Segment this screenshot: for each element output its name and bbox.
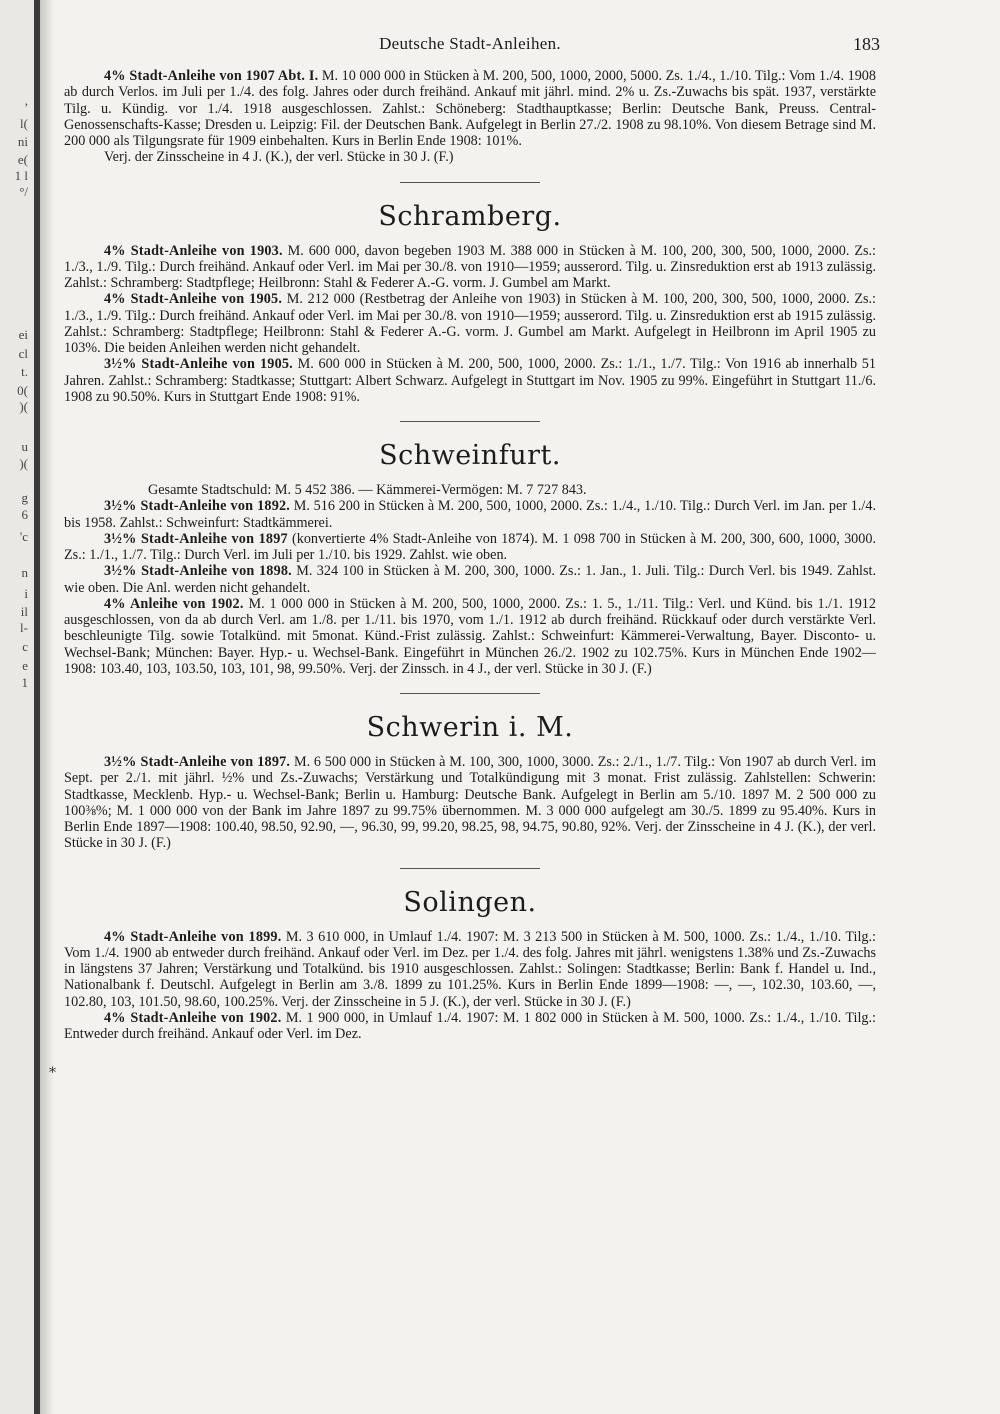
loan-entry [64,929,876,1010]
loan-title: 3½% Stadt-Anleihe von 1905. [104,356,293,373]
loan-details: M. 3 610 000, in Umlauf 1./4. 1907: M. 3 213 500 in Stücken à M. 500, 1000. Zs.: 1./4., 1./10. Tilg.: Vom 1./4. 1900 ab entweder durch freihänd. Ankauf oder Verl. im Dez. per 1./4. des folg. Jahres mit jährl. wenigstens 1.38% und Zs.-Zuwachs in längstens 37 Jahren; Verstärkung und Totalkünd. bis 1910 ausgeschlossen. Zahlst.: Solingen: Stadtkasse; Berlin: Bank f. Handel u. Ind., Nationalbank f. Deutschl. Aufgelegt in Berlin am 3./8. 1899 zu 101.25%. Kurs in Berlin Ende 1899—1908: —, —, 102.30, 103.60, —, 102.80, 103, 101.50, 98.60, 100.25%. Verj. der Zinsscheine in 5 J. (K.), der verl. Stücke in 30 J. (F.) [64,928,876,1010]
gutter-fragment: t. [21,364,28,379]
gutter-fragment: 1 l [14,168,28,183]
loan-entry [64,243,876,292]
gutter-fragment: ni [17,134,28,149]
loan-details: M. 516 200 in Stücken à M. 200, 500, 1000, 2000. Zs.: 1./4., 1./10. Tilg.: Durch Verl. im Jan. per 1./4. bis 1958. Zahlst.: Schweinfurt: Stadtkämmerei. [64,498,876,531]
gutter-fragment: cl [18,346,28,361]
loan-title: 3½% Stadt-Anleihe von 1892. [104,498,291,515]
loan-details: (konvertierte 4% Stadt-Anleihe von 1874). M. 1 098 700 in Stücken à M. 200, 300, 600, 1000, 3000. Zs.: 1./1., 1./7. Tilg.: Durch Verl. im Juli per 1./10. bis 1929. Zahlst. wie oben. [64,530,876,563]
gutter-fragment: e [22,658,28,673]
loan-title: 4% Stadt-Anleihe von 1903. [104,242,283,259]
loan-details: M. 1 900 000, in Umlauf 1./4. 1907: M. 1 802 000 in Stücken à M. 500, 1000. Zs.: 1./4., 1./10. Tilg.: Entweder durch freihänd. Ankauf oder Verl. im Dez. [64,1009,876,1042]
section-divider [400,693,540,694]
gutter-fragment: c [22,639,28,654]
loan-details: M. 600 000, davon begeben 1903 M. 388 000 in Stücken à M. 100, 200, 300, 500, 1000, 2000. Zs.: 1./3., 1./9. Tilg.: Durch freihänd. Ankauf oder Verl. im Mai per 30./8. von 1910—1959; ausserord. Tilg. u. Zinsreduktion erst ab 1913 zulässig. Zahlst.: Schramberg: Stadtpflege; Heilbronn: Stahl & Federer A.-G. vorm. J. Gumbel am Markt. [64,242,876,291]
section-divider [400,868,540,869]
page-number: 183 [853,34,880,54]
loan-title: 4% Stadt-Anleihe von 1902. [104,1009,282,1026]
gutter-fragment: , [24,93,28,108]
gutter-fragment: 'c [19,529,28,544]
loan-title: 4% Stadt-Anleihe von 1899. [104,928,282,945]
gutter-fragment: u [21,439,28,454]
loan-details: M. 1 000 000 in Stücken à M. 200, 500, 1000, 2000. Zs.: 1. 5., 1./11. Tilg.: Verl. und Künd. bis 1./1. 1912 ausgeschlossen, von da ab durch Verl. am 1./8. per 1./11. bis 1970, vom 1./1. 1912 ab durch freihänd. Rückkauf oder durch verstärkte Verl. beschleunigte Tilg. sowie Totalkünd. mit 5monat. Künd.-Frist zulässig. Zahlst.: Schweinfurt: Kämmerei-Verwaltung, Bayer. Disconto- u. Wechsel-Bank; München: Bayer. Hyp.- u. Wechsel-Bank. Eingeführt in München 26./2. 1902 zu 102.75%. Kurs in München Ende 1902—1908: 103.40, 103, 103.50, 103, 101, 98, 99.50%. Verj. der Zinssch. in 4 J., der verl. Stücke in 30 J. (F.) [64,595,876,677]
binding-shadow [40,0,54,1414]
gutter-fragment: 1 [21,675,28,690]
gutter-fragment: g [21,490,28,505]
loan-details: M. 324 100 in Stücken à M. 200, 300, 1000. Zs.: 1. Jan., 1. Juli. Tilg.: Durch Verl. bis 1949. Zahlst. wie oben. Die Anl. werden nicht gehandelt. [64,563,876,596]
loan-title: 4% Stadt-Anleihe von 1907 Abt. I. [104,68,319,84]
running-header [60,34,880,54]
debt-summary-line: Gesamte Stadtschuld: M. 5 452 386. — Kämmerei-Vermögen: M. 7 727 843. [148,482,587,498]
section-divider [400,182,540,183]
loan-entry [64,356,876,405]
loan-entry [64,596,876,677]
loan-entry [64,291,876,356]
gutter-fragment: )( [19,456,28,471]
gutter-fragment: 6 [21,507,28,522]
loan-entry [64,498,876,531]
loan-title: 3½% Stadt-Anleihe von 1897 [104,530,288,547]
page-body [64,68,876,1042]
loan-title: 4% Anleihe von 1902. [104,595,244,612]
city-heading: Schwerin i. M. [366,712,574,743]
margin-mark: * [49,1065,56,1081]
loan-entry [64,68,876,149]
gutter-fragment: e( [17,152,28,167]
loan-details: M. 10 000 000 in Stücken à M. 200, 500, 1000, 2000, 5000. Zs. 1./4., 1./10. Tilg.: Vom 1./4. 1908 ab durch Verlos. im Juli per 1./4. des folg. Jahres oder durch freihänd. Ankauf mit jährl. mind. 2% u. Zs.-Zuwachs bis spät. 1937, verstärkte Tilg. u. Kündig. vor 1./4. 1918 ausgeschlossen. Zahlst.: Schöneberg: Stadthauptkasse; Berlin: Deutsche Bank, Preuss. Central-Genossenschafts-Kasse; Dresden u. Leipzig: Fil. der Deutschen Bank. Aufgelegt in Berlin 27./2. 1908 zu 98.10%. Von diesem Betrage sind M. 200 000 als Tilgungsrate für 1909 einbehalten. Kurs in Berlin Ende 1908: 101%. [64,68,876,149]
gutter-fragment: ei [18,327,28,342]
loan-title: 4% Stadt-Anleihe von 1905. [104,291,283,308]
loan-entry [64,563,876,596]
loan-details: M. 6 500 000 in Stücken à M. 100, 300, 1000, 3000. Zs.: 2./1., 1./7. Tilg.: Von 1907 ab durch Verl. im Sept. per 2./1. mit jährl. ½% und Zs.-Zuwachs; Verstärkung und Totalkündigung mit 3 monat. Frist zulässig. Zahlstellen: Schwerin: Stadtkasse, Mecklenb. Hyp.- u. Wechsel-Bank; Berlin u. Hamburg: Deutsche Bank. Aufgelegt in Berlin am 5./10. 1897 M. 2 500 000 zu 100⅜%; M. 1 000 000 von der Bank im Jahre 1897 zu 99.75% übernommen. M. 3 000 000 aufgelegt am 30./5. 1899 zu 95.40%. Kurs in Berlin Ende 1897—1908: 100.40, 98.50, 92.90, —, 96.30, 99, 99.20, 98.25, 98, 94.75, 90.80, 92%. Verj. der Zinsscheine in 4 J. (K.), der verl. Stücke in 30 J. (F.) [64,754,876,852]
gutter-fragment: l( [20,116,28,131]
running-title: Deutsche Stadt-Anleihen. [379,34,561,53]
gutter-fragment: 0( [17,383,28,398]
city-heading: Schweinfurt. [379,440,561,471]
loan-entry [64,1010,876,1043]
gutter-fragment: l- [20,620,28,635]
loan-title: 3½% Stadt-Anleihe von 1898. [104,563,292,580]
city-heading: Solingen. [403,886,537,918]
gutter-fragment: il [20,604,28,619]
gutter-fragment: i [24,586,28,601]
loan-title: 3½% Stadt-Anleihe von 1897. [104,754,291,770]
section-divider [400,421,540,422]
city-heading: Schramberg. [378,200,562,232]
gutter-fragment: n [21,565,28,580]
gutter-fragment: °/ [19,184,28,199]
limitation-note: Verj. der Zinsscheine in 4 J. (K.), der verl. Stücke in 30 J. (F.) [104,149,454,166]
binding-gutter [0,0,34,1414]
loan-entry [64,754,876,852]
gutter-fragment: )( [19,399,28,414]
loan-details: M. 212 000 (Restbetrag der Anleihe von 1903) in Stücken à M. 100, 200, 300, 500, 1000, 2000. Zs.: 1./3., 1./9. Tilg.: Durch freihänd. Ankauf oder Verl. im Mai per 30./8. von 1910—1959; ausserord. Tilg. u. Zinsreduktion erst ab 1915 zulässig. Zahlst.: Schramberg: Stadtpflege; Heilbronn: Stahl & Federer A.-G. vorm. J. Gumbel am Markt. Aufgelegt in Heilbronn im April 1905 zu 103%. Die beiden Anleihen werden nicht gehandelt. [64,291,876,356]
loan-details: M. 600 000 in Stücken à M. 200, 500, 1000, 2000. Zs.: 1./1., 1./7. Tilg.: Von 1916 ab innerhalb 51 Jahren. Zahlst.: Schramberg: Stadtkasse; Stuttgart: Albert Schwarz. Aufgelegt in Stuttgart im Nov. 1905 zu 99%. Eingeführt in Stuttgart 11./6. 1908 zu 90.50%. Kurs in Stuttgart Ende 1908: 91%. [64,356,876,405]
loan-entry [64,531,876,564]
